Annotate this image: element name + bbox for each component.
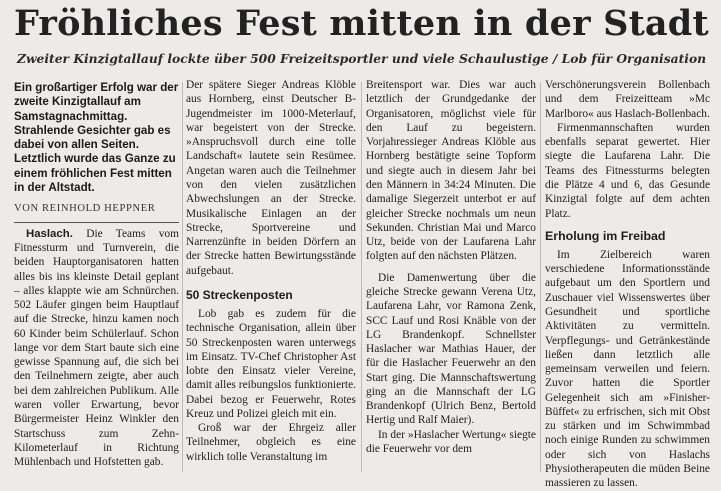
column-divider: [361, 82, 362, 472]
headline: Fröhliches Fest mitten in der Stadt: [14, 3, 709, 44]
body-paragraph: [14, 227, 179, 470]
body-paragraph: Der spätere Sieger Andreas Klöble aus Hornberg, einst Deutscher B-Jugendmeister im 1000-Meterlauf, war begeistert von der Strecke. »Anspruchsvoll durch eine tolle Landschaft« lautete sein Resümee. Angetan waren auch die Teilnehmer von den vielen zusätzlichen Abwechslungen an der Strecke. Musikalische Einlagen an der Strecke, Sportvereine und Narrenzünfte in beiden Dörfern an der Strecke hatten Bewirtungsstände aufgebaut.: [186, 79, 356, 277]
body-paragraph: Firmenmannschaften wurden ebenfalls separat gewertet. Hier siegte die Laufarena Lahr. Die Teams des Fitnessturms belegten die Plätze 4 und 6, das Gesunde Kinzigtal folgte auf dem achten Platz.: [545, 121, 710, 220]
body-paragraph: Verschönerungsverein Bollenbach und dem Freizeitteam »Mc Marlboro« aus Haslach-Bollenbach.: [545, 79, 710, 120]
section-subheading: 50 Streckenposten: [186, 287, 293, 302]
body-paragraph: Im Zielbereich waren verschiedene Informationsstände aufgebaut um den Sportlern und Zuschauer viel Wissenswertes über Gesundheit und sportliche Aktivitäten zu vermitteln. Verpflegungs- und Getränkestände ließen dann letztlich alle gemeinsam verweilen und feiern. Zuvor hatten die Sportler Gelegenheit sich am »Finisher-Büffet« zu erfrischen, sich mit Obst zu stärken und im Schwimmbad noch einige Runden zu schwimmen oder sich von Haslachs Physiotherapeuten die müden Beine massieren zu lassen.: [545, 248, 710, 490]
column-divider: [182, 82, 183, 472]
byline: VON REINHOLD HEPPNER: [14, 203, 156, 215]
body-paragraph: In der »Haslacher Wertung« siegte die Feuerwehr vor dem: [366, 428, 536, 456]
body-paragraph: Die Damenwertung über die gleiche Strecke gewann Verena Utz, Laufarena Lahr, vor Ramona Zenk, SCC Lauf und Rosi Knäble von der LG Brandenkopf. Schnellster Haslacher war Mathias Hauer, der für die Haslacher Feuerwehr an den Start ging. Die Mannschaftswertung ging an die Mannschaft der LG Brandenkopf (Ulrich Benz, Bertold Hertig und Ralf Maier).: [366, 271, 536, 427]
body-paragraph: Groß war der Ehrgeiz aller Teilnehmer, obgleich es eine wirklich tolle Veranstaltung im: [186, 422, 356, 463]
body-paragraph: Lob gab es zudem für die technische Organisation, allein über 50 Streckenposten waren unterwegs im Einsatz. TV-Chef Christopher Ast lobte den Einsatz vieler Vereine, damit alles reibungslos funktionierte. Dabei bezog er Feuerwehr, Rotes Kreuz und Polizei gleich mit ein.: [186, 307, 356, 420]
article-column-4: [545, 78, 710, 491]
lead-paragraph: Ein großartiger Erfolg war der zweite Kinzigtallauf am Samstagnachmittag. Strahlende Gesichter gab es dabei von allen Seiten. Letztlich wurde das Ganze zu einem fröhlichen Fest mitten in der Altstadt.: [14, 81, 179, 195]
byline-rule: [14, 222, 179, 223]
column-divider: [540, 82, 541, 472]
subheadline: Zweiter Kinzigtallauf lockte über 500 Freizeitsportler und viele Schaulustige / Lob für Organisation: [17, 51, 707, 66]
body-text: Die Teams vom Fitnessturm und Turnverein, die beiden Hauptorganisatoren hatten alles bis ins kleinste Detail geplant – alles klappte wie am Schnürchen. 502 Läufer gingen beim Hauptlauf auf die Strecke, hinzu kamen noch 60 Kinder beim Schülerlauf. Schon lange vor dem Start baute sich eine gewisse Spannung auf, die sich bei den Teilnehmern zeigte, aber auch bei dem zahlreichen Publikum. Alle waren voller Erwartung, bevor Bürgermeister Heinz Winkler den Startschuss zum Zehn-Kilometerlauf in Richtung Mühlenbach und Hofstetten gab.: [14, 227, 179, 469]
article-column-1: [14, 78, 179, 469]
dateline: Haslach.: [26, 227, 73, 240]
article-column-3: [366, 78, 536, 456]
section-subheading: Erholung im Freibad: [545, 228, 666, 243]
article-column-2: [186, 78, 356, 464]
body-paragraph: Breitensport war. Dies war auch letztlich der Grundgedanke der Organisatoren, möglichst viele für den Lauf zu begeistern. Vorjahressieger Andreas Klöble aus Hornberg bestätigte seine Topform und siegte auch in diesem Jahr bei den Männern in 34:24 Minuten. Die damalige Siegerzeit unterbot er auf gleicher Strecke nochmals um neun Sekunden. Christian Mai und Marco Utz, beide von der Laufarena Lahr folgten auf den nächsten Plätzen.: [366, 79, 536, 263]
